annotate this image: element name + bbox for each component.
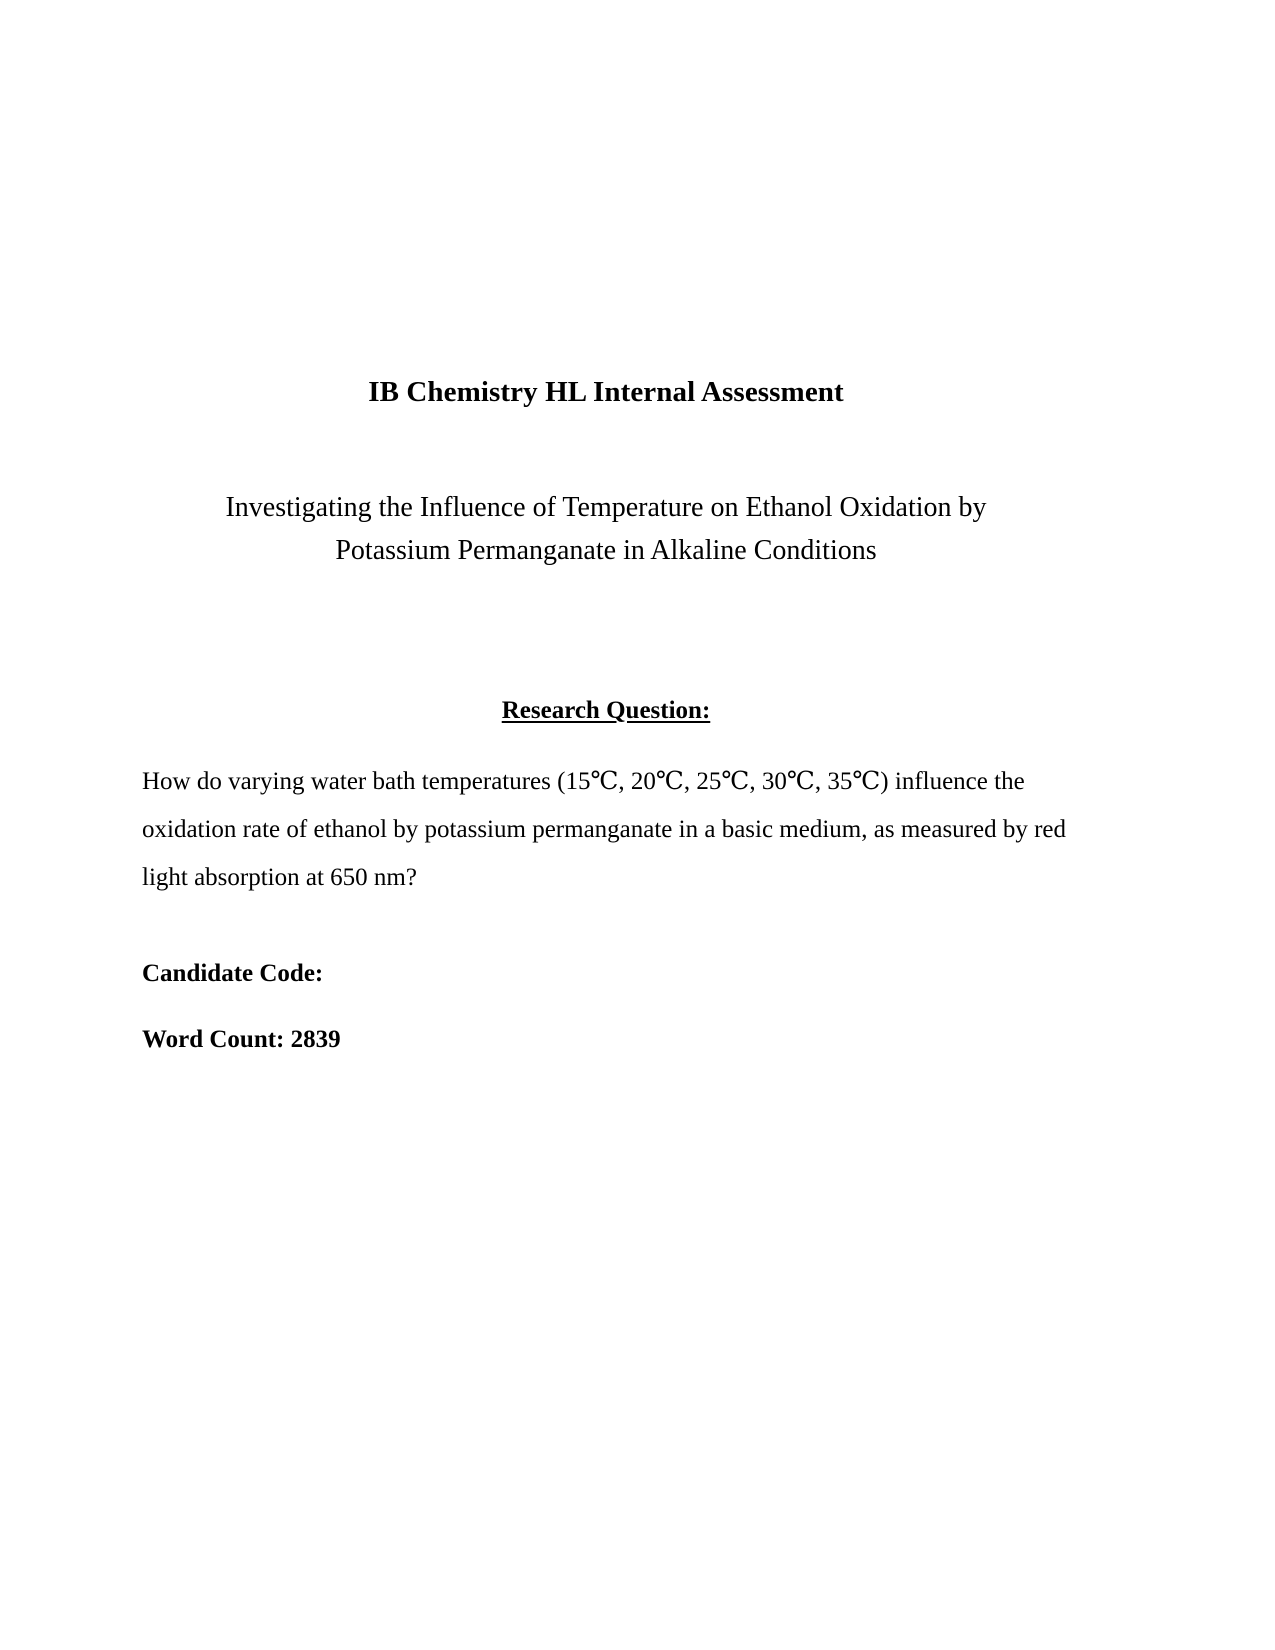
title-subtitle-spacer [142,414,1070,486]
candidate-code-line: Candidate Code: [142,960,324,987]
paragraph-meta-spacer [142,902,1070,950]
research-question-heading [142,692,1070,730]
subtitle-line-2: Potassium Permanganate in Alkaline Conditions [335,535,877,566]
subtitle-heading-spacer [142,572,1070,692]
top-spacer [142,0,1070,370]
page-title: IB Chemistry HL Internal Assessment [368,376,844,408]
word-count-line: Word Count: 2839 [142,1026,341,1053]
heading-paragraph-spacer [142,730,1070,758]
meta-line-spacer [142,998,1070,1016]
document-subtitle [142,486,1070,572]
subtitle-line-1: Investigating the Influence of Temperature on Ethanol Oxidation by [225,492,987,523]
page-content [142,0,1070,1064]
research-question-text: How do varying water bath temperatures (15℃, 20℃, 25℃, 30℃, 35℃) influence the oxidation rate of ethanol by potassium permanganate in a basic medium, as measured by red light absorption at 650 nm? [142,768,1067,891]
research-question-heading-label: Research Question: [501,697,711,724]
